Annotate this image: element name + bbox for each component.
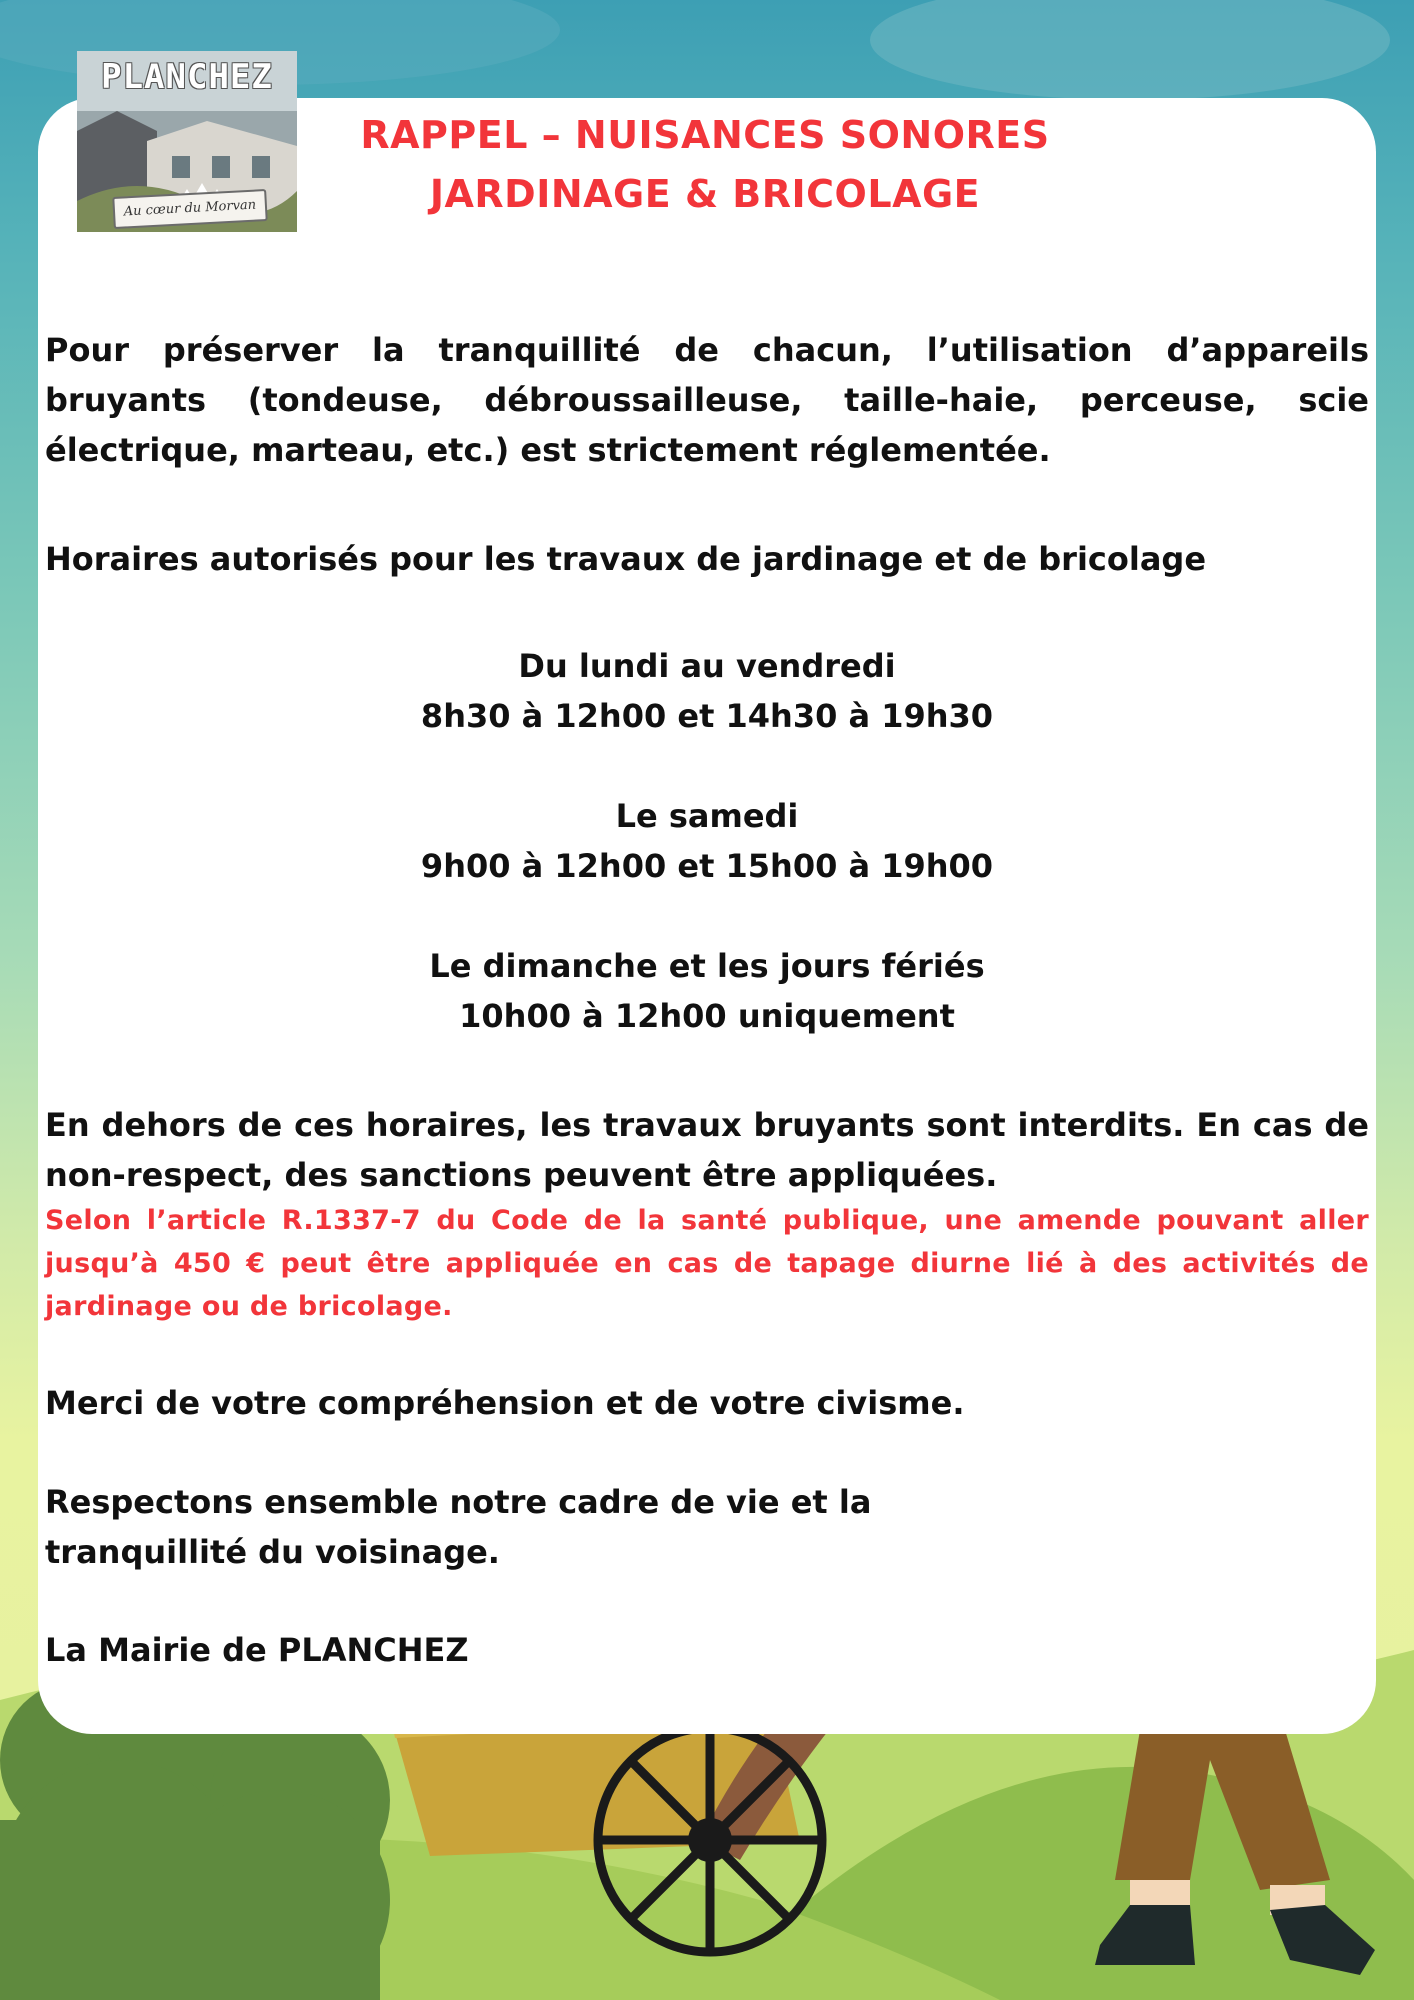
signature: La Mairie de PLANCHEZ <box>45 1631 469 1669</box>
closing-message <box>45 1477 1369 1577</box>
thanks-line: Merci de votre compréhension et de votre civisme. <box>45 1384 965 1422</box>
page-title <box>300 106 1110 224</box>
title-line-2: JARDINAGE & BRICOLAGE <box>429 172 981 216</box>
closing-line-1: Respectons ensemble notre cadre de vie et la <box>45 1483 872 1521</box>
schedule-hours: 10h00 à 12h00 uniquement <box>459 997 955 1035</box>
intro-paragraph: Pour préserver la tranquillité de chacun, l’utilisation d’appareils bruyants (tondeuse, débroussailleuse, taille-haie, perceuse, scie électrique, marteau, etc.) est strictement réglementée. <box>45 331 1369 469</box>
schedule-hours: 9h00 à 12h00 et 15h00 à 19h00 <box>420 847 994 885</box>
municipality-logo <box>77 51 297 232</box>
schedule-saturday <box>45 791 1369 891</box>
legal-notice: Selon l’article R.1337-7 du Code de la santé publique, une amende pouvant aller jusqu’à 450 € peut être appliquée en cas de tapage diurne lié à des activités de jardinage ou de bricolage. <box>45 1205 1369 1322</box>
schedule-weekdays <box>45 641 1369 741</box>
warning-paragraph: En dehors de ces horaires, les travaux bruyants sont interdits. En cas de non-respect, des sanctions peuvent être appliquées. <box>45 1106 1369 1194</box>
logo-tagline: Au cœur du Morvan <box>112 189 267 229</box>
schedule-sunday <box>45 941 1369 1041</box>
cloud-shape <box>870 0 1390 100</box>
logo-title: PLANCHEZ <box>101 57 273 97</box>
title-line-1: RAPPEL – NUISANCES SONORES <box>360 113 1050 157</box>
schedule-days: Du lundi au vendredi <box>518 647 896 685</box>
schedule-days: Le dimanche et les jours fériés <box>429 947 985 985</box>
hours-heading: Horaires autorisés pour les travaux de jardinage et de bricolage <box>45 540 1207 578</box>
closing-line-2: tranquillité du voisinage. <box>45 1533 500 1571</box>
schedule-days: Le samedi <box>615 797 799 835</box>
schedule-hours: 8h30 à 12h00 et 14h30 à 19h30 <box>420 697 994 735</box>
